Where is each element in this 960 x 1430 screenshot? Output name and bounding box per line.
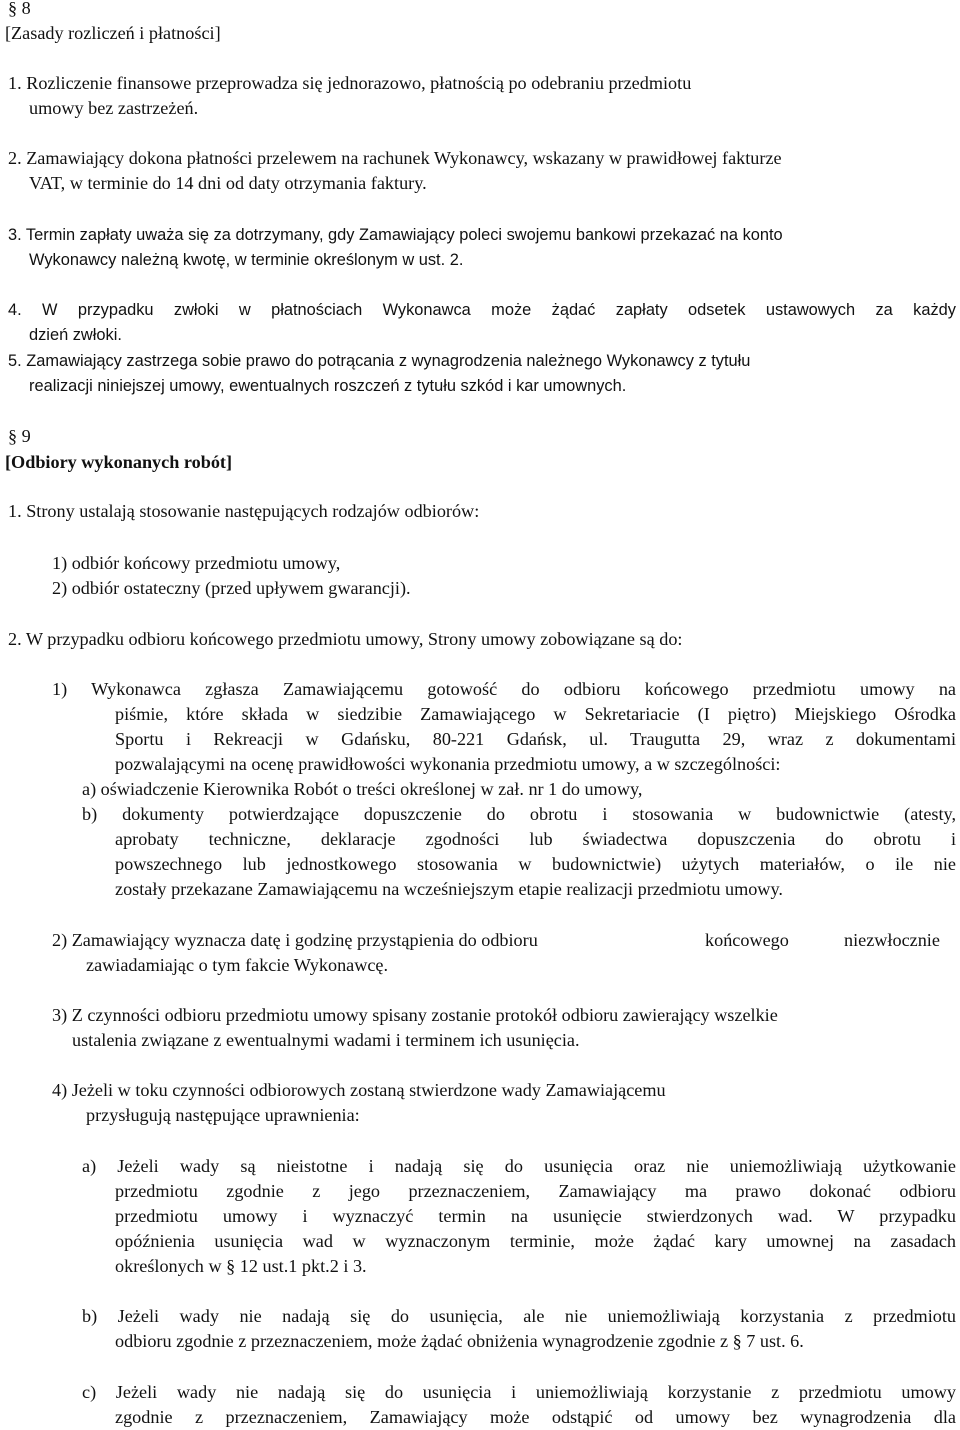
s9-p2: 2. W przypadku odbioru końcowego przedmiotu umowy, Strony umowy zobowiązane są do:: [8, 629, 683, 649]
s9-item2-word-koncowego: końcowego: [705, 930, 789, 950]
s9-item4-a-line4: opóźnienia usunięcia wad w wyznaczonym terminie, może żądać kary umownej na zasadach: [115, 1231, 956, 1251]
s8-p5-line2: realizacji niniejszej umowy, ewentualnych roszczeń z tytułu szkód i kar umownych.: [29, 377, 627, 395]
s9-item4-a-line1: a) Jeżeli wady są nieistotne i nadają się do usunięcia oraz nie uniemożliwiają użytkowanie: [82, 1156, 956, 1176]
s9-item3-line1: 3) Z czynności odbioru przedmiotu umowy spisany zostanie protokół odbioru zawierający wszelkie: [52, 1005, 778, 1025]
s8-p2-line2: VAT, w terminie do 14 dni od daty otrzymania faktury.: [29, 173, 427, 193]
s9-item2-line1: 2) Zamawiający wyznacza datę i godzinę przystąpienia do odbioru: [52, 930, 538, 950]
s9-item4-a-line2: przedmiotu zgodnie z jego przeznaczeniem, Zamawiający ma prawo dokonać odbioru: [115, 1181, 956, 1201]
s8-p2-line1: 2. Zamawiający dokona płatności przelewem na rachunek Wykonawcy, wskazany w prawidłowej fakturze: [8, 148, 782, 168]
section-8-number: § 8: [8, 0, 31, 18]
s9-item1-b-line4: zostały przekazane Zamawiającemu na wcześniejszym etapie realizacji przedmiotu umowy.: [115, 879, 783, 899]
s9-item1-b-line1: b) dokumenty potwierdzające dopuszczenie do obrotu i stosowania w budownictwie (atesty,: [82, 804, 956, 824]
s9-item2-word-niezwlocznie: niezwłocznie: [844, 930, 940, 950]
s9-item4-b-line1: b) Jeżeli wady nie nadają się do usunięcia, ale nie uniemożliwiają korzystania z przedmiotu: [82, 1306, 956, 1326]
s9-item4-a-line3: przedmiotu umowy i wyznaczyć termin na usunięcie stwierdzonych wad. W przypadku: [115, 1206, 956, 1226]
s8-p4-line1: 4. W przypadku zwłoki w płatnościach Wykonawca może żądać zapłaty odsetek ustawowych za każdy: [8, 301, 956, 319]
s9-item2-line2: zawiadamiając o tym fakcie Wykonawcę.: [86, 955, 389, 975]
s9-item4-line1: 4) Jeżeli w toku czynności odbiorowych zostaną stwierdzone wady Zamawiającemu: [52, 1080, 666, 1100]
s9-item1-line2: piśmie, które składa w siedzibie Zamawiającego w Sekretariacie (I piętro) Miejskiego Ośrodka: [115, 704, 956, 724]
s9-item3-line2: ustalenia związane z ewentualnymi wadami i terminem ich usunięcia.: [72, 1030, 580, 1050]
section-8-title: [Zasady rozliczeń i płatności]: [5, 23, 221, 43]
s9-item4-b-line2: odbioru zgodnie z przeznaczeniem, może żądać obniżenia wynagrodzenie zgodnie z § 7 ust. 6.: [115, 1331, 804, 1351]
s8-p4-line2: dzień zwłoki.: [29, 326, 122, 344]
s9-item1-b-line3: powszechnego lub jednostkowego stosowania w budownictwie) użytych materiałów, o ile nie: [115, 854, 956, 874]
s9-item4-c-line2: zgodnie z przeznaczeniem, Zamawiający może odstąpić od umowy bez wynagrodzenia dla: [115, 1407, 956, 1427]
section-9-number: § 9: [8, 426, 31, 446]
s9-item1-line4: pozwalającymi na ocenę prawidłowości wykonania przedmiotu umowy, a w szczególności:: [115, 754, 781, 774]
s9-item1-line1: 1) Wykonawca zgłasza Zamawiającemu gotowość do odbioru końcowego przedmiotu umowy na: [52, 679, 956, 699]
s8-p1-line1: 1. Rozliczenie finansowe przeprowadza się jednorazowo, płatnością po odebraniu przedmiotu: [8, 73, 692, 93]
s9-item1-line3: Sportu i Rekreacji w Gdańsku, 80-221 Gdańsk, ul. Traugutta 29, wraz z dokumentami: [115, 729, 956, 749]
s9-p1-item2: 2) odbiór ostateczny (przed upływem gwarancji).: [52, 578, 411, 598]
section-9-title: [Odbiory wykonanych robót]: [5, 452, 233, 472]
s9-p1-item1: 1) odbiór końcowy przedmiotu umowy,: [52, 553, 341, 573]
s9-item4-c-line1: c) Jeżeli wady nie nadają się do usunięcia i uniemożliwiają korzystanie z przedmiotu umowy: [82, 1382, 956, 1402]
s8-p3-line1: 3. Termin zapłaty uważa się za dotrzymany, gdy Zamawiający poleci swojemu bankowi przekazać na konto: [8, 226, 783, 244]
s9-item1-b-line2: aprobaty techniczne, deklaracje zgodności lub świadectwa dopuszczenia do obrotu i: [115, 829, 956, 849]
s8-p3-line2: Wykonawcy należną kwotę, w terminie określonym w ust. 2.: [29, 251, 464, 269]
s8-p5-line1: 5. Zamawiający zastrzega sobie prawo do potrącania z wynagrodzenia należnego Wykonawcy z tytułu: [8, 352, 751, 370]
s9-item4-a-line5: określonych w § 12 ust.1 pkt.2 i 3.: [115, 1256, 367, 1276]
s9-item4-line2: przysługują następujące uprawnienia:: [86, 1105, 360, 1125]
s9-item1-a: a) oświadczenie Kierownika Robót o treści określonej w zał. nr 1 do umowy,: [82, 779, 643, 799]
s8-p1-line2: umowy bez zastrzeżeń.: [29, 98, 199, 118]
s9-p1: 1. Strony ustalają stosowanie następujących rodzajów odbiorów:: [8, 501, 480, 521]
